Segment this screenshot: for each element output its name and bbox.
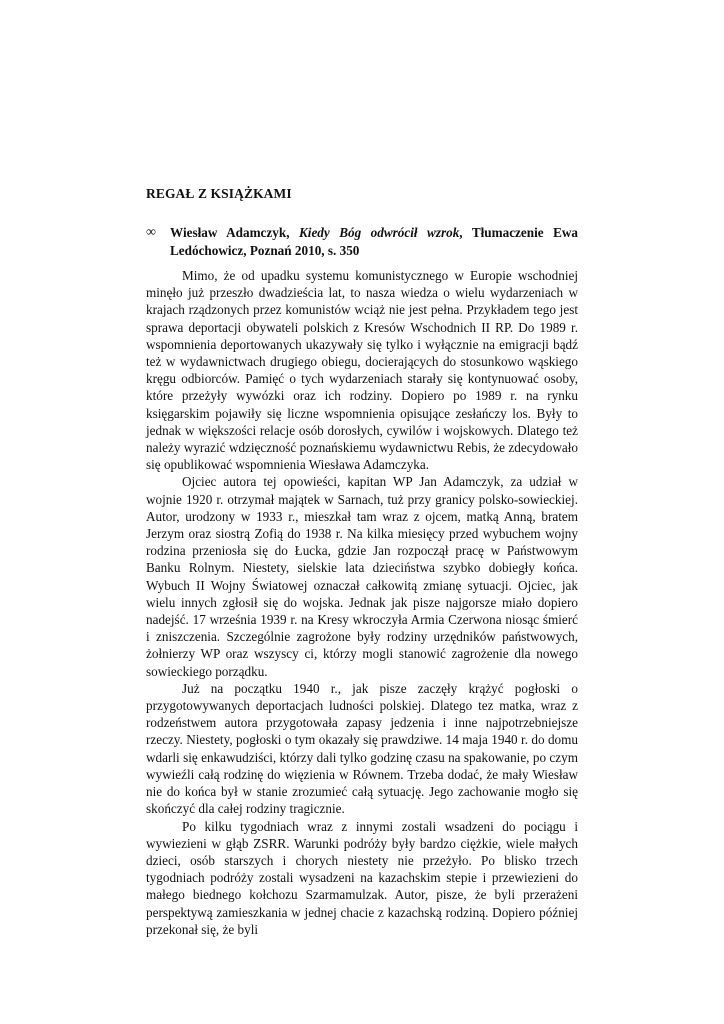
review-body [146,267,578,938]
book-title: Kiedy Bóg odwrócił wzrok [298,225,460,240]
document-page [146,0,578,1024]
book-reference [146,224,578,260]
paragraph: Mimo, że od upadku systemu komunistycznego w Europie wschodniej minęło już przeszło dwadzieścia lat, to nasza wiedza o wielu wydarzeniach w krajach rządzonych przez komunistów wciąż nie jest pełna. Przykładem tego jest sprawa deportacji obywateli polskich z Kresów Wschodnich II RP. Do 1989 r. wspomnienia deportowanych ukazywały się tylko i wyłącznie na emigracji bądź też w wydawnictwach drugiego obiegu, docierających do stosunkowo wąskiego kręgu odbiorców. Pamięć o tych wydarzeniach starały się kontynuować osoby, które przeżyły wywózki oraz ich rodziny. Dopiero po 1989 r. na rynku księgarskim pojawiły się liczne wspomnienia opisujące zesłańczy los. Były to jednak w większości relacje osób dorosłych, cywilów i wojskowych. Dlatego też należy wyrazić wdzięczność poznańskiemu wydawnictwu Rebis, że zdecydowało się opublikować wspomnienia Wiesława Adamczyka. [146,268,578,473]
infinity-symbol: ∞ [146,225,156,240]
book-details: , Tłumaczenie Ewa Ledóchowicz, Poznań 2010, s. 350 [170,225,578,258]
paragraph: Ojciec autora tej opowieści, kapitan WP Jan Adamczyk, za udział w wojnie 1920 r. otrzymał majątek w Sarnach, tuż przy granicy polsko-sowieckiej. Autor, urodzony w 1933 r., mieszkał tam wraz z ojcem, matką Anną, bratem Jerzym oraz siostrą Zofią do 1938 r. Na kilka miesięcy przed wybuchem wojny rodzina przeniosła się do Łucka, gdzie Jan rozpoczął pracę w Państwowym Banku Rolnym. Niestety, sielskie lata dzieciństwa szybko dobiegły końca. Wybuch II Wojny Światowej oznaczał całkowitą zmianę sytuacji. Ojciec, jak wielu innych zgłosił się do wojska. Jednak jak pisze najgorsze miało dopiero nadejść. 17 września 1939 r. na Kresy wkroczyła Armia Czerwona niosąc śmierć i zniszczenia. Szczególnie zagrożone były rodziny urzędników państwowych, żołnierzy WP oraz wszyscy ci, którzy mogli stanowić zagrożenie dla nowego sowieckiego porządku. [146,474,578,679]
book-citation [170,224,578,260]
section-title: REGAŁ Z KSIĄŻKAMI [146,186,292,201]
book-author: Wiesław Adamczyk, [170,225,290,240]
paragraph: Po kilku tygodniach wraz z innymi zostali wsadzeni do pociągu i wywiezieni w głąb ZSRR. Warunki podróży były bardzo ciężkie, wiele małych dzieci, osób starszych i chorych niestety nie przeżyło. Po blisko trzech tygodniach podróży zostali wysadzeni na kazachskim stepie i przewiezieni do małego biednego kołchozu Szarmamulzak. Autor, pisze, że byli przerażeni perspektywą zamieszkania w jednej chacie z kazachską rodziną. Dopiero później przekonał się, że byli [146,818,578,937]
paragraph: Już na początku 1940 r., jak pisze zaczęły krążyć pogłoski o przygotowywanych deportacjach ludności polskiej. Dlatego tez matka, wraz z rodzeństwem autora przygotowała zapasy jedzenia i inne najpotrzebniejsze rzeczy. Niestety, pogłoski o tym okazały się prawdziwe. 14 maja 1940 r. do domu wdarli się enkawudziści, którzy dali tylko godzinę czasu na spakowanie, po czym wywieźli całą rodzinę do więzienia w Równem. Trzeba dodać, że mały Wiesław nie do końca był w stanie zrozumieć całą sytuację. Jego zachowanie mogło się skończyć dla całej rodziny tragicznie. [146,680,578,817]
